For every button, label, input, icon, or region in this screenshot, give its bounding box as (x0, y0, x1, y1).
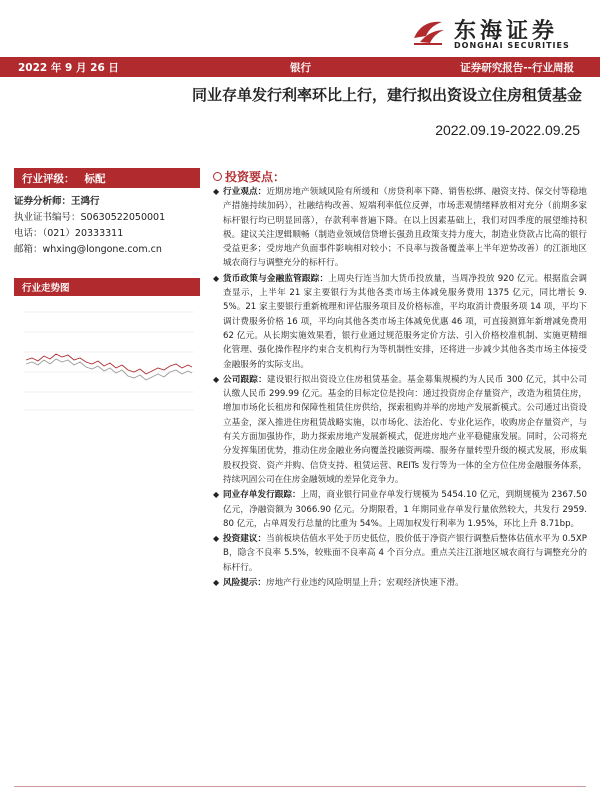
point-lead: 同业存单发行跟踪： (223, 490, 301, 501)
circle-icon (213, 172, 222, 181)
donghai-logo (412, 12, 582, 56)
footer-divider (14, 786, 586, 787)
point-lead: 行业观点： (223, 187, 267, 197)
email-address[interactable]: whxing@longone.com.cn (42, 244, 162, 255)
investment-points-heading (213, 168, 587, 184)
point-company-tracking (213, 373, 587, 487)
point-monetary-policy (213, 272, 587, 372)
email-label: 邮箱： (14, 244, 43, 255)
industry-trend-chart (14, 298, 200, 424)
diamond-bullet-icon: ◆ (213, 374, 220, 384)
point-text: 当前板块估值水平处于历史低位，股价低于净资产银行调整后整体估值水平为 0.5XPB，隐含不良率 5.5%，较账面不良率高 4 个百分点。重点关注江浙地区城农商行与调整充分的标杆行。 (223, 534, 587, 573)
brand-name-cn: 东海证券 (454, 18, 559, 44)
diamond-bullet-icon: ◆ (213, 273, 220, 283)
license-label: 执业证书编号： (14, 212, 81, 223)
chart-background (14, 298, 200, 424)
analyst-row (14, 194, 200, 210)
phone-number: （021）20333311 (42, 228, 124, 239)
diamond-bullet-icon: ◆ (213, 490, 220, 500)
point-industry-view (213, 185, 587, 271)
point-lead: 货币政策与金融监管跟踪： (223, 273, 329, 284)
point-text: 近期房地产领域风险有所缓和（房贷利率下降、销售松绑、融资支持、保交付等稳地产措施持续加码），社融结构改善、短端利率低位反弹，市场悲观情绪释放相对充分（前期多家标杆银行均已明显回落），存款利率普遍下降。在以上因素基础上，我们对四季度的展望维持积极。建议关注逻辑顺畅（制造业领域信贷增长强劲且政策支持力度大，制造业贷款占比高的银行受益更多；受房地产负面事件影响相对较小；不良率与拨备覆盖率上半年逆势改善）的江浙地区城农商行与调整充分的标杆行。 (223, 187, 587, 269)
report-header-bar (0, 57, 600, 77)
investment-points (213, 168, 587, 590)
diamond-bullet-icon: ◆ (213, 578, 220, 588)
analyst-name: 王鸿行 (71, 196, 100, 207)
point-risk-warning (213, 576, 587, 590)
report-date-range: 2022.09.19-2022.09.25 (435, 122, 580, 138)
industry-trend-label: 行业走势图 (14, 278, 200, 296)
diamond-bullet-icon: ◆ (213, 187, 220, 196)
analyst-info (14, 194, 200, 258)
report-industry: 银行 (290, 62, 311, 74)
license-row (14, 210, 200, 226)
point-text: 建设银行拟出资设立住房租赁基金。基金募集规模约为人民币 300 亿元，其中公司认缴人民币 299.99 亿元。基金的目标定位是投向：通过投资房企存量资产，改造为租赁住房，增加市场化长租房和保障性租赁住房供给，探索租购并举的房地产发展新模式。公司通过出资设立基金，深入推进住房租赁战略实施，以市场化、法治化、专业化运作，收购房企存量资产，与有关方面加强协作，助力探索房地产发展新模式，促进房地产业平稳健康发展。同时，公司将充分发挥集团优势，推动住房金融业务向覆盖投融资两端、服务存量转型升级的模式发展，形成集股权投资、资产并购、信贷支持、租赁运营、REITs 发行等为一体的全方位住房金融服务体系，持续巩固公司在住房金融领域的差异化竞争力。 (223, 374, 587, 485)
phone-label: 电话： (14, 228, 43, 239)
license-number: S0630522050001 (80, 212, 166, 223)
report-title: 同业存单发行利率环比上行，建行拟出资设立住房租赁基金 (191, 86, 582, 104)
point-ncd-issuance (213, 488, 587, 531)
email-row (14, 242, 200, 258)
sidebar (14, 168, 200, 258)
points-heading-text: 投资要点： (225, 170, 286, 184)
industry-rating (14, 168, 200, 188)
analyst-label: 证券分析师： (14, 196, 72, 207)
point-lead: 公司跟踪： (223, 374, 267, 385)
phone-row (14, 226, 200, 242)
brand-name-en: DONGHAI SECURITIES (454, 41, 570, 50)
rating-label: 行业评级： (22, 173, 75, 185)
point-investment-advice (213, 532, 587, 575)
point-lead: 投资建议： (223, 534, 267, 545)
rating-value: 标配 (84, 173, 106, 185)
donghai-logo-icon (412, 16, 446, 46)
report-type: 证券研究报告--行业周报 (460, 62, 574, 74)
point-text: 上周，商业银行同业存单发行规模为 5454.10 亿元，到期规模为 2367.50 亿元，净融资额为 3066.90 亿元。分期限看，1 年期同业存单发行量依然较大，共发行 2959.80 亿元，占单周发行总量的比重为 54%。上周加权发行利率为 1.95%，环比上升 8.71bp。 (223, 490, 587, 529)
point-text: 房地产行业违约风险明显上升；宏观经济快速下滑。 (265, 578, 464, 589)
report-date: 2022 年 9 月 26 日 (18, 62, 119, 74)
point-lead: 风险提示： (223, 578, 266, 589)
diamond-bullet-icon: ◆ (213, 534, 220, 544)
point-text: 上周央行连当加大货币投放量，当周净投放 920 亿元。根据监会调查显示，上半年 21 家主要银行为其他各类市场主体减免服务费用 1375 亿元，同比增长 9.5%。21 家主要银行重新梳理和评估服务项目及价格标准，平均取消计费服务项 14 项，平均下调计费服务价格 16 项，平均向其他各类市场主体减免优惠 46 项，可直接测算年新增减免费用 62 亿元。从长期实施效果看，银行业通过规范服务定价方法、引入价格校准机制、实施更精细化管理、强化操作程序约束合支机构行为等机制性安排，还将进一步减少其他各类市场主体接受金融服务的实际支出。 (223, 273, 587, 370)
